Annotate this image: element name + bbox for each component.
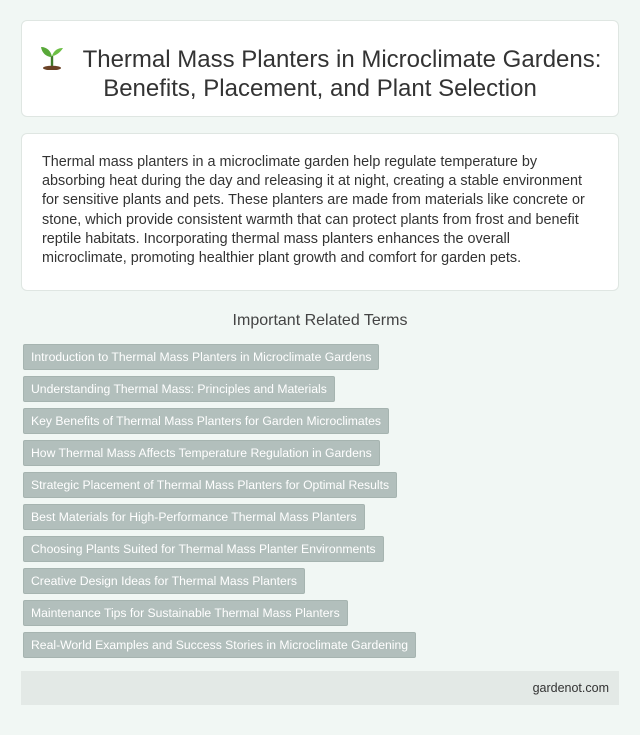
related-term-link[interactable]: Key Benefits of Thermal Mass Planters for Garden Microclimates — [23, 408, 389, 434]
title-card — [21, 20, 619, 117]
list-item — [23, 536, 416, 568]
related-term-link[interactable]: Choosing Plants Suited for Thermal Mass Planter Environments — [23, 536, 384, 562]
list-item — [23, 472, 416, 504]
related-term-link[interactable]: Best Materials for High-Performance Thermal Mass Planters — [23, 504, 365, 530]
related-term-link[interactable]: Understanding Thermal Mass: Principles and Materials — [23, 376, 335, 402]
list-item — [23, 632, 416, 664]
list-item — [23, 344, 416, 376]
list-item — [23, 600, 416, 632]
related-terms-heading: Important Related Terms — [232, 312, 408, 329]
list-item — [23, 504, 416, 536]
related-term-link[interactable]: Creative Design Ideas for Thermal Mass Planters — [23, 568, 305, 594]
list-item — [23, 408, 416, 440]
footer — [21, 671, 619, 705]
summary-text: Thermal mass planters in a microclimate garden help regulate temperature by absorbing heat during the day and releasing it at night, creating a stable environment for sensitive plants and pets. These planters are made from materials like concrete or stone, which provide consistent warmth that can protect plants from frost and benefit reptile habitats. Incorporating thermal mass planters enhances the overall microclimate, promoting healthier plant growth and comfort for garden pets. — [42, 154, 585, 267]
list-item — [23, 568, 416, 600]
list-item — [23, 376, 416, 408]
related-terms-list — [23, 344, 416, 664]
related-term-link[interactable]: Strategic Placement of Thermal Mass Planters for Optimal Results — [23, 472, 397, 498]
page-title — [22, 21, 618, 103]
list-item — [23, 440, 416, 472]
related-term-link[interactable]: Maintenance Tips for Sustainable Thermal Mass Planters — [23, 600, 348, 626]
summary-card — [21, 133, 619, 291]
sprout-icon — [39, 44, 65, 70]
page-title-text: Thermal Mass Planters in Microclimate Gardens: Benefits, Placement, and Plant Selection — [82, 46, 602, 102]
related-term-link[interactable]: Real-World Examples and Success Stories in Microclimate Gardening — [23, 632, 416, 658]
footer-site-name: gardenot.com — [532, 681, 609, 695]
related-term-link[interactable]: How Thermal Mass Affects Temperature Regulation in Gardens — [23, 440, 380, 466]
related-term-link[interactable]: Introduction to Thermal Mass Planters in Microclimate Gardens — [23, 344, 379, 370]
